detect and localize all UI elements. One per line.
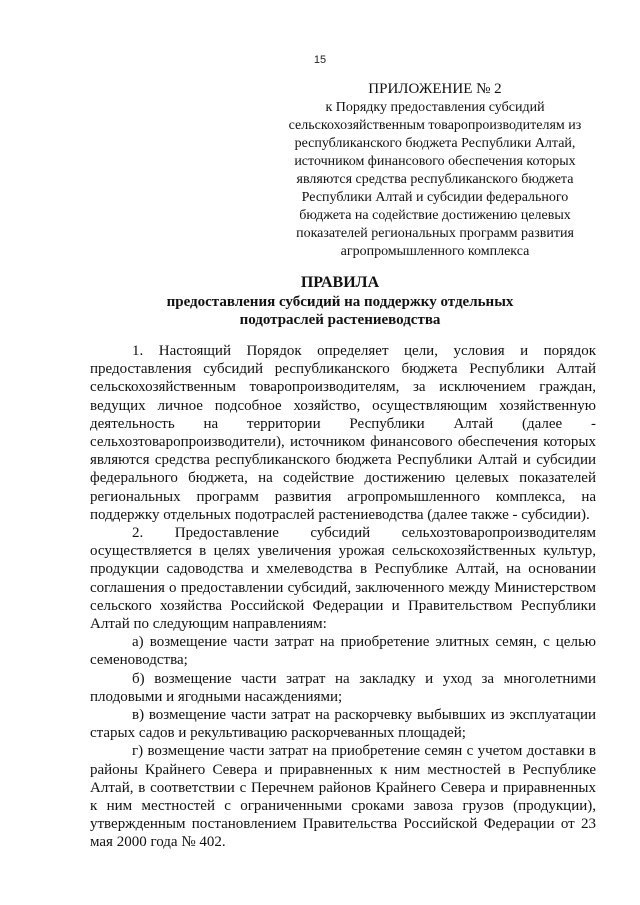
document-title-block	[110, 274, 570, 329]
document-subtitle-line: предоставления субсидий на поддержку отдельных	[166, 294, 514, 310]
appendix-line: Республики Алтай и субсидии федерального	[301, 190, 569, 205]
document-title: ПРАВИЛА	[300, 274, 380, 291]
appendix-title: ПРИЛОЖЕНИЕ № 2	[368, 81, 502, 97]
paragraph-1: 1. Настоящий Порядок определяет цели, условия и порядок предоставления субсидий республиканского бюджета Республики Алтай сельскохозяйственным товаропроизводителям, за исключением граждан, ведущих личное подсобное хозяйство, осуществляющим хозяйственную деятельность на территории Республики Алтай (далее - сельхозтоваропроизводители), источником финансового обеспечения которых являются средства республиканского бюджета Республики Алтай и субсидии федерального бюджета, на содействие достижению целевых показателей региональных программ развития агропромышленного комплекса, на поддержку отдельных подотраслей растениеводства (далее также - субсидии).	[90, 343, 596, 523]
paragraph-2: 2. Предоставление субсидий сельхозтоваропроизводителям осуществляется в целях увеличения урожая сельскохозяйственных культур, продукции садоводства и хмелеводства в Республике Алтай, на основании соглашения о предоставлении субсидий, заключенного между Министерством сельского хозяйства Российской Федерации и Правительством Республики Алтай по следующим направлениям:	[90, 525, 596, 633]
appendix-line: агропромышленного комплекса	[340, 244, 530, 259]
list-item-b: б) возмещение части затрат на закладку и уход за многолетними плодовыми и ягодными насаждениями;	[90, 670, 596, 705]
list-item-c: в) возмещение части затрат на раскорчевку выбывших из эксплуатации старых садов и рекультивацию раскорчеванных площадей;	[90, 707, 596, 742]
appendix-line: источником финансового обеспечения которых	[294, 154, 576, 169]
appendix-line: являются средства республиканского бюджета	[296, 172, 574, 187]
list-item-d: г) возмещение части затрат на приобретение семян с учетом доставки в районы Крайнего Севера и приравненных к ним местностей в Республике Алтай, в соответствии с Перечнем районов Крайнего Севера и приравненных к ним местностей с ограниченными сроками завоза грузов (продукции), утвержденным постановлением Правительства Российской Федерации от 23 мая 2000 года № 402.	[90, 743, 596, 851]
page-number: 15	[313, 54, 327, 66]
appendix-header	[260, 80, 610, 261]
appendix-line: сельскохозяйственным товаропроизводителям из	[288, 118, 582, 133]
appendix-line: республиканского бюджета Республики Алтай,	[294, 136, 576, 151]
list-item-a: а) возмещение части затрат на приобретение элитных семян, с целью семеноводства;	[90, 634, 596, 669]
appendix-line: показателей региональных программ развития	[296, 226, 574, 241]
document-subtitle-line: подотраслей растениеводства	[239, 312, 441, 328]
document-body	[90, 342, 596, 852]
appendix-line: бюджета на содействие достижению целевых	[299, 208, 571, 223]
appendix-line: к Порядку предоставления субсидий	[325, 100, 545, 115]
